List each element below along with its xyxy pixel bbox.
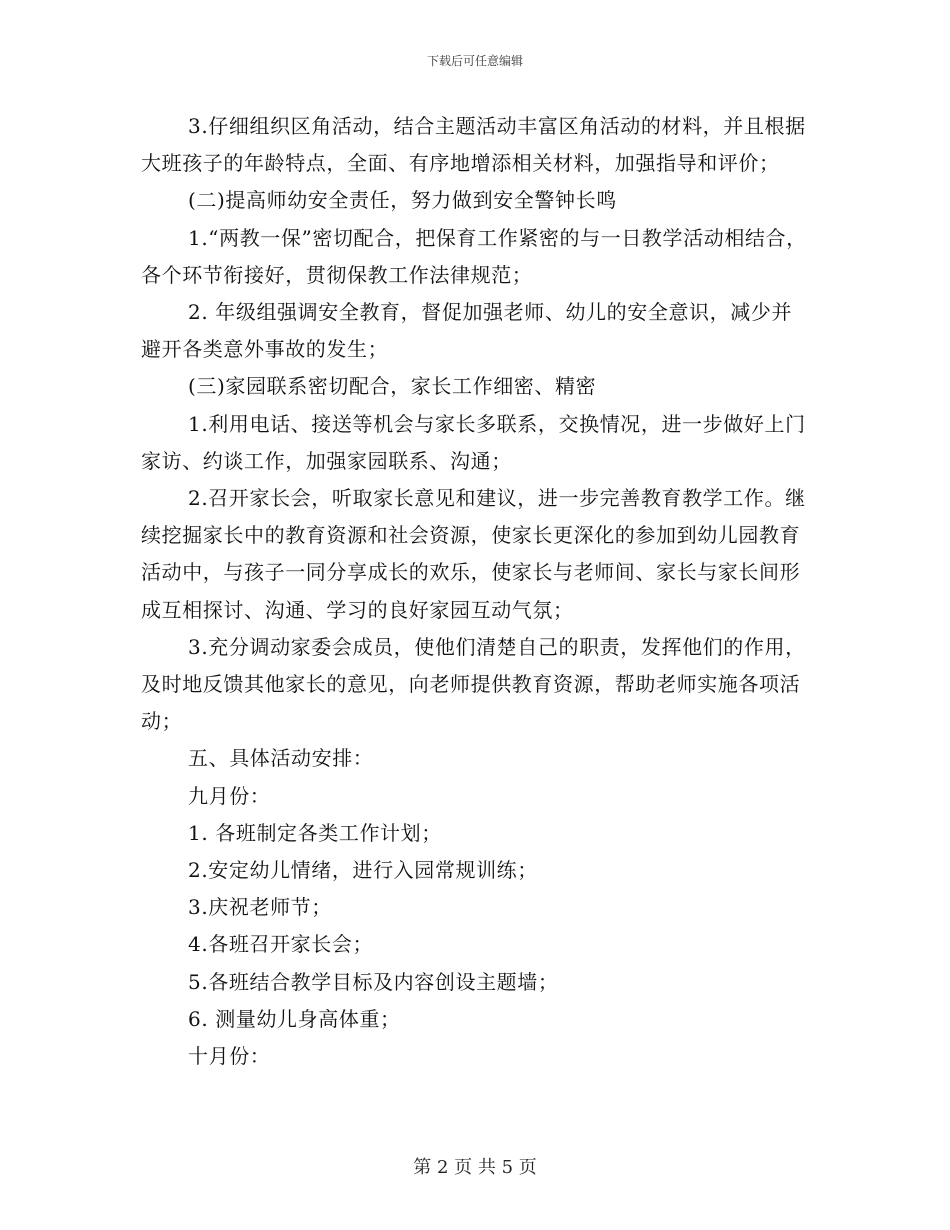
list-item: 6. 测量幼儿身高体重； [188,1006,401,1031]
page-footer: 第 2 页 共 5 页 [413,1157,537,1178]
list-item: 5.各班结合教学目标及内容创设主题墙； [188,969,559,994]
section-heading: (三)家园联系密切配合，家长工作细密、精密 [188,374,597,399]
section-heading: (二)提高师幼安全责任，努力做到安全警钟长鸣 [188,188,617,213]
list-item: 2.安定幼儿情绪，进行入园常规训练； [188,858,538,883]
paragraph: 1.“两教一保”密切配合，把保育工作紧密的与一日教学活动相结合，各个环节衔接好，贯彻保教工作法律规范； [141,225,807,287]
list-item: 1. 各班制定各类工作计划； [188,820,442,845]
paragraph: 1.利用电话、接送等机会与家长多联系，交换情况，进一步做好上门家访、约谈工作，加强家园联系、沟通； [141,411,806,473]
paragraph: 2. 年级组强调安全教育，督促加强老师、幼儿的安全意识，减少并避开各类意外事故的发生； [141,300,793,362]
paragraph: 3.充分调动家委会成员，使他们清楚自己的职责，发挥他们的作用，及时地反馈其他家长的意见，向老师提供教育资源，帮助老师实施各项活动； [141,634,806,734]
list-item: 3.庆祝老师节； [188,895,332,920]
section-heading: 五、具体活动安排： [188,746,374,771]
paragraph: 2.召开家长会，听取家长意见和建议，进一步完善教育教学工作。继续挖掘家长中的教育资源和社会资源，使家长更深化的参加到幼儿园教育活动中，与孩子一同分享成长的欢乐，使家长与老师间、家长与家长间形成互相探讨、沟通、学习的良好家园互动气氛； [141,486,806,622]
paragraph: 3.仔细组织区角活动，结合主题活动丰富区角活动的材料，并且根据大班孩子的年龄特点，全面、有序地增添相关材料，加强指导和评价； [141,114,806,176]
month-heading: 十月份： [188,1044,271,1069]
list-item: 4.各班召开家长会； [188,932,374,957]
document-body [141,108,811,1075]
page-header: 下载后可任意编辑 [426,54,523,68]
month-heading: 九月份： [188,783,271,808]
